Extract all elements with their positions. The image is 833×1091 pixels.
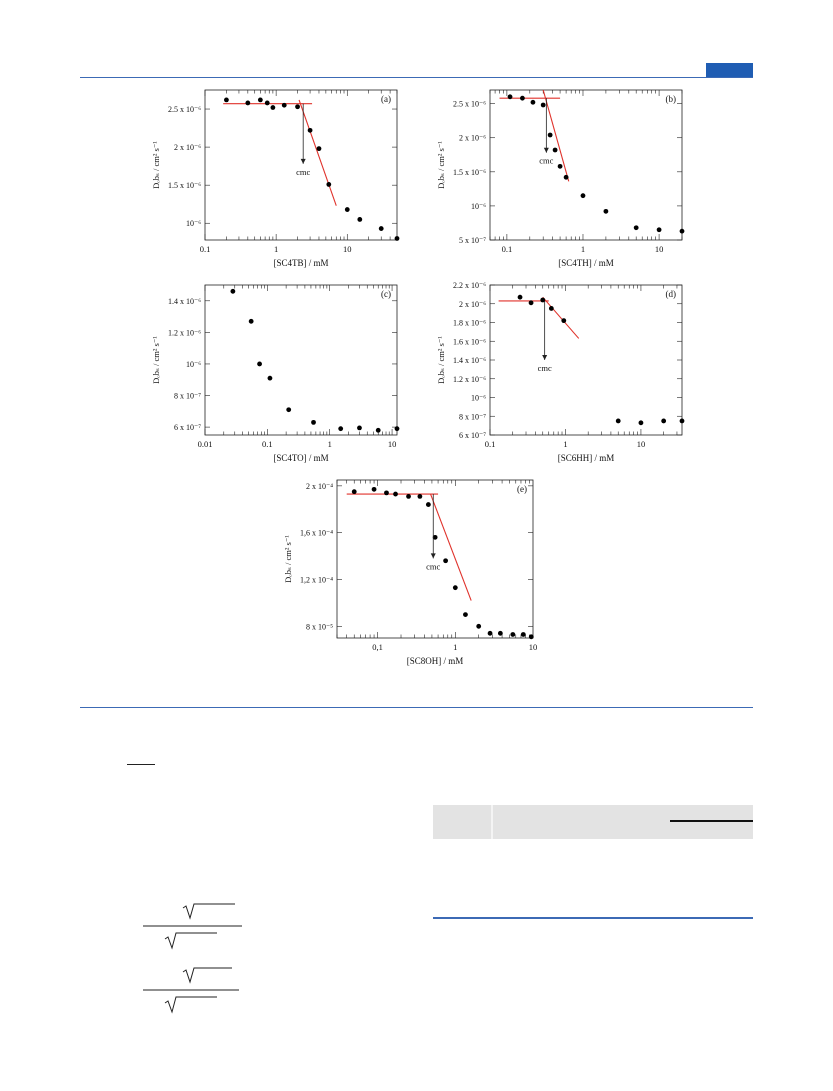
x-axis-label: [SC8OH] / mM [406, 656, 464, 666]
y-tick-label: 2.5 x 10⁻⁶ [452, 99, 486, 109]
y-tick-label: 10⁻⁶ [185, 359, 201, 369]
data-point [529, 300, 534, 305]
data-point [443, 558, 448, 563]
data-point [245, 101, 250, 106]
y-tick-label: 6 x 10⁻⁷ [173, 423, 201, 433]
cmc-arrow-head [542, 355, 547, 360]
y-tick-label: 1.2 x 10⁻⁶ [452, 374, 486, 384]
data-point [395, 236, 400, 241]
cmc-label: cmc [296, 166, 311, 177]
y-tick-label: 10⁻⁶ [470, 393, 486, 403]
chart-panel-e [270, 478, 545, 678]
x-tick-label: 0.1 [501, 244, 513, 254]
plot-frame [205, 285, 397, 435]
y-tick-label: 1,6 x 10⁻⁴ [299, 528, 333, 538]
data-point [453, 585, 458, 590]
data-point [230, 289, 235, 294]
x-tick-label: 10 [654, 244, 664, 254]
data-point [417, 494, 422, 499]
data-point [558, 164, 563, 169]
x-tick-label: 0.01 [197, 439, 213, 449]
data-point [508, 94, 513, 99]
data-point [463, 612, 468, 617]
cmc-label: cmc [426, 561, 441, 572]
data-point [518, 295, 523, 300]
chart-panel-a [150, 88, 410, 278]
cmc-arrow-head [431, 553, 436, 558]
data-point [680, 419, 685, 424]
x-axis-label: [SC6HH] / mM [557, 453, 615, 463]
table-bottom-rule [433, 917, 753, 919]
x-tick-label: 0.1 [262, 439, 273, 449]
table-header-divider [491, 805, 493, 839]
data-point [393, 492, 398, 497]
data-point [634, 225, 639, 230]
panel-label: (c) [381, 289, 391, 299]
y-tick-label: 2 x 10⁻⁴ [305, 481, 333, 491]
x-tick-label: 10 [343, 244, 352, 254]
y-axis-label: Dₒbₛ / cm² s⁻¹ [151, 141, 161, 189]
y-tick-label: 8 x 10⁻⁷ [458, 412, 486, 422]
data-point [680, 229, 685, 234]
data-point [282, 103, 287, 108]
x-tick-label: 0,1 [372, 642, 383, 652]
panel-label: (b) [665, 94, 676, 104]
y-tick-label: 2.2 x 10⁻⁶ [452, 281, 486, 290]
y-tick-label: 1.5 x 10⁻⁶ [452, 167, 486, 177]
data-point [531, 100, 536, 105]
data-point [603, 209, 608, 214]
data-point [498, 631, 503, 636]
x-tick-label: 0.1 [199, 244, 211, 254]
y-tick-label: 1.4 x 10⁻⁶ [452, 356, 486, 365]
data-point [426, 502, 431, 507]
x-tick-label: 1 [327, 439, 332, 449]
x-tick-label: 1 [580, 244, 586, 254]
x-tick-label: 1 [274, 244, 279, 254]
data-point [286, 407, 291, 412]
cmc-arrow-head [301, 159, 306, 164]
data-point [224, 97, 229, 102]
y-axis-label: Dₒbₛ / cm² s⁻¹ [436, 141, 446, 189]
plot-frame [337, 480, 533, 638]
cmc-label: cmc [537, 363, 552, 373]
data-point [357, 217, 362, 222]
data-point [616, 419, 621, 424]
fit-line [543, 297, 579, 338]
data-point [548, 133, 553, 138]
plot-frame [490, 90, 682, 240]
x-axis-label: [SC4TH] / mM [558, 258, 614, 268]
panel-label: (a) [381, 94, 391, 104]
chart-panel-d [425, 283, 690, 473]
data-point [395, 426, 400, 431]
equation-fraction-1 [140, 896, 250, 951]
table-header [433, 805, 753, 839]
data-point [488, 631, 493, 636]
y-tick-label: 10⁻⁶ [470, 201, 486, 211]
data-point [520, 96, 525, 101]
y-tick-label: 5 x 10⁻⁷ [458, 236, 486, 245]
fit-line [299, 100, 336, 206]
x-tick-label: 0.1 [484, 439, 496, 449]
data-point [338, 426, 343, 431]
chart-panel-b [425, 88, 690, 278]
data-point [553, 148, 558, 153]
y-tick-label: 8 x 10⁻⁵ [305, 622, 333, 632]
y-tick-label: 2 x 10⁻⁶ [458, 133, 486, 143]
data-point [311, 420, 316, 425]
x-tick-label: 10 [528, 642, 538, 652]
data-point [379, 226, 384, 231]
x-axis-label: [SC4TO] / mM [273, 453, 329, 463]
data-point [581, 193, 586, 198]
y-tick-label: 1,2 x 10⁻⁴ [299, 575, 333, 585]
data-point [541, 103, 546, 108]
journal-tab-marker [706, 63, 753, 77]
fraction-bar [127, 764, 155, 765]
x-tick-label: 1 [453, 642, 458, 652]
data-point [265, 101, 270, 106]
equation-fraction-2 [140, 960, 250, 1015]
y-tick-label: 1.6 x 10⁻⁶ [452, 337, 486, 347]
data-point [352, 489, 357, 494]
data-point [384, 490, 389, 495]
data-point [657, 227, 662, 232]
plot-frame [205, 90, 397, 240]
x-tick-label: 10 [636, 439, 646, 449]
y-tick-label: 8 x 10⁻⁷ [173, 391, 201, 401]
fit-line [543, 90, 569, 181]
data-point [564, 175, 569, 180]
data-point [326, 182, 331, 187]
data-point [345, 207, 350, 212]
data-point [376, 428, 381, 433]
table-header-underline [670, 820, 753, 822]
y-tick-label: 2 x 10⁻⁶ [173, 143, 201, 153]
chart-panel-c [150, 283, 410, 473]
plot-frame [490, 285, 682, 435]
cmc-arrow-head [544, 148, 549, 153]
x-axis-label: [SC4TB] / mM [273, 258, 329, 268]
data-point [258, 97, 263, 102]
section-rule [80, 707, 753, 708]
data-point [257, 362, 262, 367]
data-point [372, 487, 377, 492]
y-tick-label: 1.8 x 10⁻⁶ [452, 318, 486, 328]
data-point [308, 128, 313, 133]
y-axis-label: Dₒbₛ / cm² s⁻¹ [151, 336, 161, 384]
data-point [317, 146, 322, 151]
x-tick-label: 10 [387, 439, 397, 449]
header-rule [80, 77, 753, 78]
data-point [270, 105, 275, 110]
y-tick-label: 1.5 x 10⁻⁶ [167, 181, 201, 191]
data-point [521, 632, 526, 637]
y-axis-label: Dₒbₛ / cm² s⁻¹ [283, 535, 293, 583]
data-point [561, 318, 566, 323]
x-tick-label: 1 [563, 439, 568, 449]
y-axis-label: Dₒbₛ / cm² s⁻¹ [436, 336, 446, 384]
y-tick-label: 2 x 10⁻⁶ [458, 299, 486, 309]
cmc-label: cmc [539, 155, 554, 166]
data-point [661, 419, 666, 424]
y-tick-label: 1.4 x 10⁻⁶ [167, 296, 201, 306]
y-tick-label: 1.2 x 10⁻⁶ [167, 328, 201, 338]
data-point [249, 319, 254, 324]
data-point [406, 494, 411, 499]
data-point [476, 624, 481, 629]
y-tick-label: 10⁻⁶ [185, 219, 201, 229]
panel-label: (e) [517, 484, 527, 494]
fit-line [431, 494, 472, 601]
y-tick-label: 2.5 x 10⁻⁶ [167, 105, 201, 115]
data-point [295, 104, 300, 109]
data-point [268, 376, 273, 381]
y-tick-label: 6 x 10⁻⁷ [458, 431, 486, 440]
data-point [549, 306, 554, 311]
data-point [639, 420, 644, 425]
data-point [357, 425, 362, 430]
data-point [510, 632, 515, 637]
panel-label: (d) [665, 289, 676, 299]
data-point [529, 634, 534, 639]
